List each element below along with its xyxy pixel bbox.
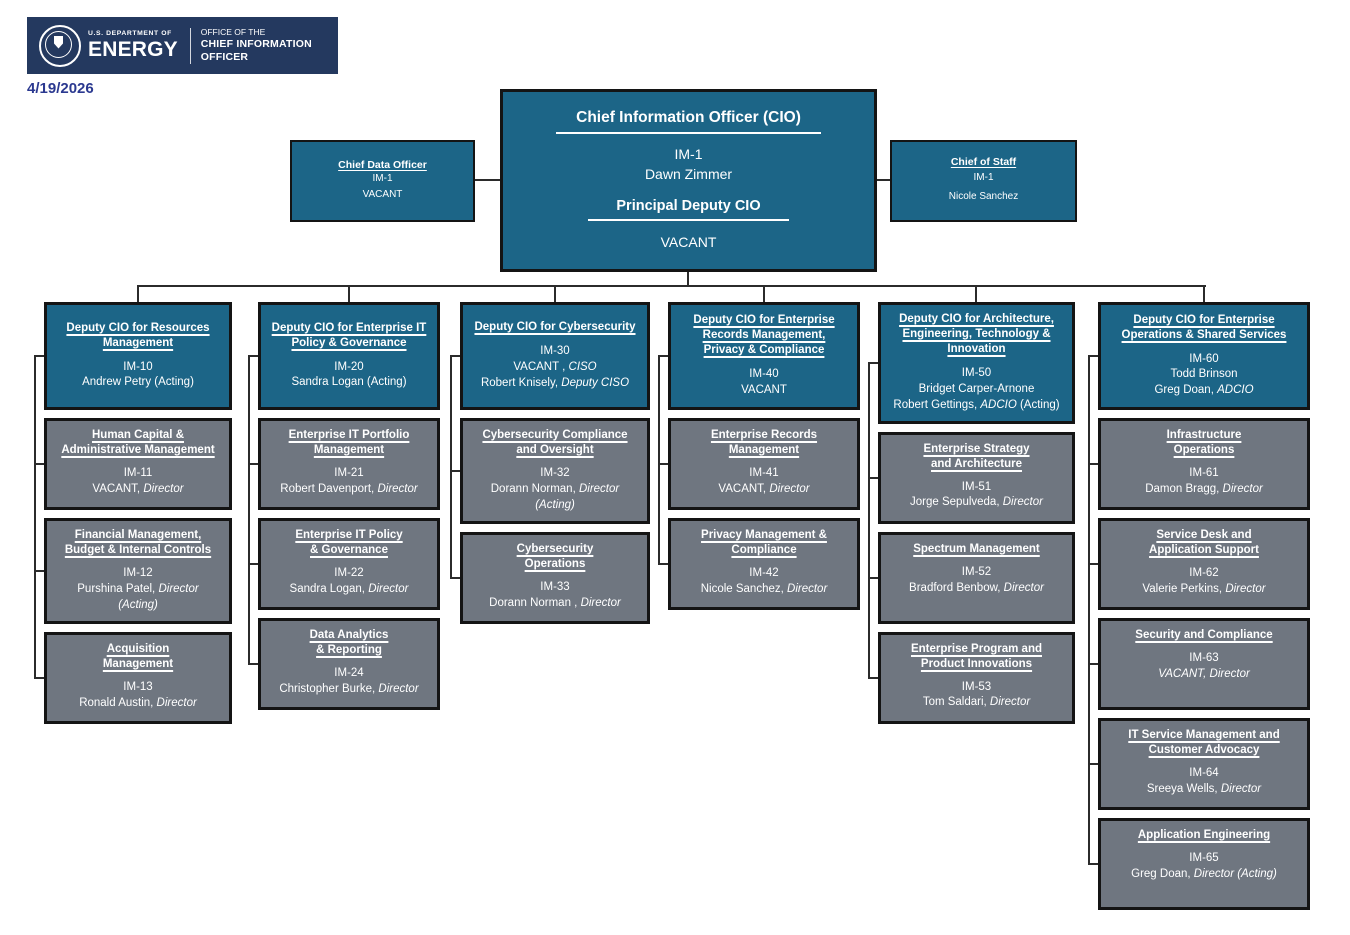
connector-cdo-cio: [475, 179, 500, 181]
connector-stub: [868, 362, 878, 364]
connector-stub: [868, 577, 878, 579]
connector-stub: [1088, 563, 1098, 565]
sub-office-2-3-details: IM-24 Christopher Burke, Director: [279, 666, 419, 695]
sub-office-5-3-title: Enterprise Program and Product Innovations: [910, 642, 1042, 670]
connector-cio-rail: [687, 272, 689, 285]
sub-office-5-1: [878, 432, 1075, 524]
sub-office-6-3: [1098, 618, 1310, 710]
dept-head-5: [878, 302, 1075, 424]
connector-stub: [450, 355, 460, 357]
sub-office-5-1-details: IM-51 Jorge Sepulveda, Director: [910, 480, 1043, 509]
cio-name: Dawn Zimmer: [644, 165, 733, 182]
connector-drop-5: [975, 285, 977, 302]
office-line1: OFFICE OF THE: [200, 27, 266, 38]
sub-office-1-2-details: IM-12 Purshina Patel, Director (Acting): [77, 566, 199, 611]
sub-office-6-4-details: IM-64 Sreeya Wells, Director: [1146, 766, 1262, 795]
logo-divider: [190, 28, 191, 64]
sub-office-6-1: [1098, 418, 1310, 510]
dept-head-2-title: Deputy CIO for Enterprise IT Policy & Governance: [271, 321, 427, 349]
sub-office-6-4: [1098, 718, 1310, 810]
sub-office-1-1: [44, 418, 232, 510]
cio-box: [500, 89, 877, 272]
dept-head-2-details: IM-20 Sandra Logan (Acting): [291, 360, 407, 389]
connector-stub: [248, 463, 258, 465]
connector-drop-6: [1203, 285, 1205, 302]
sub-office-1-3: [44, 632, 232, 724]
sub-office-3-1-title: Cybersecurity Compliance and Oversight: [482, 429, 628, 456]
sub-office-5-3: [878, 632, 1075, 724]
connector-stub: [450, 577, 460, 579]
doe-seal-icon: [39, 25, 81, 67]
connector-drop-2: [348, 285, 350, 302]
connector-rail: [137, 285, 1206, 287]
org-column-6: [1098, 302, 1310, 910]
sub-office-2-2-details: IM-22 Sandra Logan, Director: [289, 566, 409, 595]
cio-deputy-name: VACANT: [660, 234, 717, 251]
chart-date: 4/19/2026: [27, 80, 94, 97]
cio-title: Chief Information Officer (CIO): [513, 109, 864, 134]
sub-office-6-5-details: IM-65 Greg Doan, Director (Acting): [1131, 851, 1277, 880]
sub-office-3-2-details: IM-33 Dorann Norman , Director: [489, 580, 621, 609]
cio-subtitle: Principal Deputy CIO: [513, 197, 864, 221]
chief-of-staff-box: [890, 140, 1077, 222]
dept-head-1-title: Deputy CIO for Resources Management: [66, 321, 210, 349]
cdo-org-code: IM-1: [372, 173, 393, 184]
dept-head-4: [668, 302, 860, 410]
sub-office-4-1-details: IM-41 VACANT, Director: [718, 466, 810, 495]
connector-stub: [1088, 863, 1098, 865]
connector-cio-cos: [877, 179, 890, 181]
connector-spine: [34, 356, 36, 678]
cos-org-code: IM-1: [973, 172, 994, 183]
connector-spine: [1088, 356, 1090, 864]
sub-office-5-2: [878, 532, 1075, 624]
sub-office-2-3: [258, 618, 440, 710]
dept-head-1: [44, 302, 232, 410]
connector-spine: [868, 363, 870, 678]
connector-drop-3: [554, 285, 556, 302]
connector-stub: [34, 355, 44, 357]
sub-office-6-3-title: Security and Compliance: [1135, 629, 1273, 641]
sub-office-4-2-title: Privacy Management & Compliance: [701, 529, 827, 556]
dept-head-6-details: IM-60 Todd Brinson Greg Doan, ADCIO: [1154, 352, 1254, 397]
sub-office-1-1-title: Human Capital & Administrative Management: [61, 429, 215, 456]
cio-org-code: IM-1: [674, 145, 703, 162]
sub-office-6-1-title: Infrastructure Operations: [1166, 429, 1242, 456]
connector-stub: [34, 677, 44, 679]
agency-small-text: U.S. DEPARTMENT OF: [88, 30, 172, 38]
agency-name-text: ENERGY: [88, 37, 178, 61]
sub-office-6-2-details: IM-62 Valerie Perkins, Director: [1142, 566, 1266, 595]
cos-title: Chief of Staff: [950, 156, 1017, 168]
sub-office-3-2-title: Cybersecurity Operations: [516, 542, 594, 570]
connector-stub: [34, 570, 44, 572]
sub-office-5-3-details: IM-53 Tom Saldari, Director: [922, 680, 1031, 709]
cdo-title: Chief Data Officer: [338, 159, 427, 171]
sub-office-3-1: [460, 418, 650, 524]
connector-stub: [248, 563, 258, 565]
office-line2: CHIEF INFORMATION OFFICER: [200, 37, 312, 63]
connector-spine: [450, 356, 452, 578]
sub-office-4-2-details: IM-42 Nicole Sanchez, Director: [700, 566, 828, 595]
sub-office-4-2: [668, 518, 860, 610]
connector-stub: [450, 470, 460, 472]
dept-head-3: [460, 302, 650, 410]
sub-office-2-3-title: Data Analytics & Reporting: [309, 629, 389, 656]
dept-head-3-details: IM-30 VACANT , CISO Robert Knisely, Deputy CISO: [480, 345, 630, 389]
connector-stub: [34, 463, 44, 465]
cdo-name: VACANT: [362, 189, 403, 200]
sub-office-1-3-details: IM-13 Ronald Austin, Director: [79, 680, 197, 709]
sub-office-1-3-title: Acquisition Management: [102, 642, 174, 670]
connector-stub: [248, 355, 258, 357]
sub-office-1-2: [44, 518, 232, 624]
sub-office-1-2-title: Financial Management, Budget & Internal Controls: [64, 529, 212, 556]
connector-stub: [658, 563, 668, 565]
sub-office-2-1: [258, 418, 440, 510]
sub-office-3-1-details: IM-32 Dorann Norman, Director (Acting): [490, 466, 620, 511]
sub-office-6-4-title: IT Service Management and Customer Advocacy: [1128, 729, 1280, 756]
sub-office-5-2-title: Spectrum Management: [913, 542, 1040, 555]
connector-stub: [248, 663, 258, 665]
office-title: [201, 27, 338, 64]
chief-data-officer-box: [290, 140, 475, 222]
sub-office-3-2: [460, 532, 650, 624]
dept-head-3-title: Deputy CIO for Cybersecurity: [474, 321, 636, 334]
dept-head-5-details: IM-50 Bridget Carper-Arnone Robert Gettings, ADCIO (Acting): [893, 366, 1060, 411]
connector-stub: [1088, 763, 1098, 765]
connector-stub: [1088, 663, 1098, 665]
connector-stub: [658, 463, 668, 465]
org-column-5: [878, 302, 1075, 724]
connector-stub: [868, 677, 878, 679]
connector-stub: [1088, 355, 1098, 357]
sub-office-5-1-title: Enterprise Strategy and Architecture: [923, 442, 1030, 470]
doe-logo-banner: [27, 17, 338, 74]
connector-spine: [248, 356, 250, 664]
dept-head-1-details: IM-10 Andrew Petry (Acting): [82, 360, 194, 389]
dept-head-6-title: Deputy CIO for Enterprise Operations & Shared Services: [1121, 313, 1287, 341]
dept-head-4-details: IM-40 VACANT: [741, 367, 787, 396]
dept-head-5-title: Deputy CIO for Architecture, Engineering, Technology & Innovation: [899, 313, 1054, 355]
sub-office-2-2: [258, 518, 440, 610]
sub-office-2-2-title: Enterprise IT Policy & Governance: [295, 529, 403, 556]
sub-office-6-1-details: IM-61 Damon Bragg, Director: [1145, 466, 1263, 495]
sub-office-6-2: [1098, 518, 1310, 610]
dept-head-6: [1098, 302, 1310, 410]
sub-office-2-1-details: IM-21 Robert Davenport, Director: [280, 466, 418, 495]
connector-spine: [658, 356, 660, 564]
connector-drop-4: [763, 285, 765, 302]
org-column-4: [668, 302, 860, 610]
sub-office-6-3-details: IM-63 VACANT, Director: [1158, 651, 1250, 680]
connector-stub: [1088, 463, 1098, 465]
org-column-2: [258, 302, 440, 710]
sub-office-1-1-details: IM-11 VACANT, Director: [92, 466, 184, 495]
cos-name: Nicole Sanchez: [948, 191, 1019, 202]
sub-office-2-1-title: Enterprise IT Portfolio Management: [288, 429, 410, 456]
org-column-3: [460, 302, 650, 624]
connector-drop-1: [137, 285, 139, 302]
connector-stub: [658, 355, 668, 357]
sub-office-5-2-details: IM-52 Bradford Benbow, Director: [909, 565, 1044, 594]
org-column-1: [44, 302, 232, 724]
sub-office-6-5: [1098, 818, 1310, 910]
sub-office-4-1: [668, 418, 860, 510]
agency-wordmark: [88, 31, 178, 60]
sub-office-6-5-title: Application Engineering: [1137, 829, 1271, 841]
connector-stub: [868, 477, 878, 479]
sub-office-6-2-title: Service Desk and Application Support: [1149, 529, 1259, 556]
dept-head-2: [258, 302, 440, 410]
dept-head-4-title: Deputy CIO for Enterprise Records Management, Privacy & Compliance: [693, 314, 835, 357]
sub-office-4-1-title: Enterprise Records Management: [710, 429, 818, 456]
